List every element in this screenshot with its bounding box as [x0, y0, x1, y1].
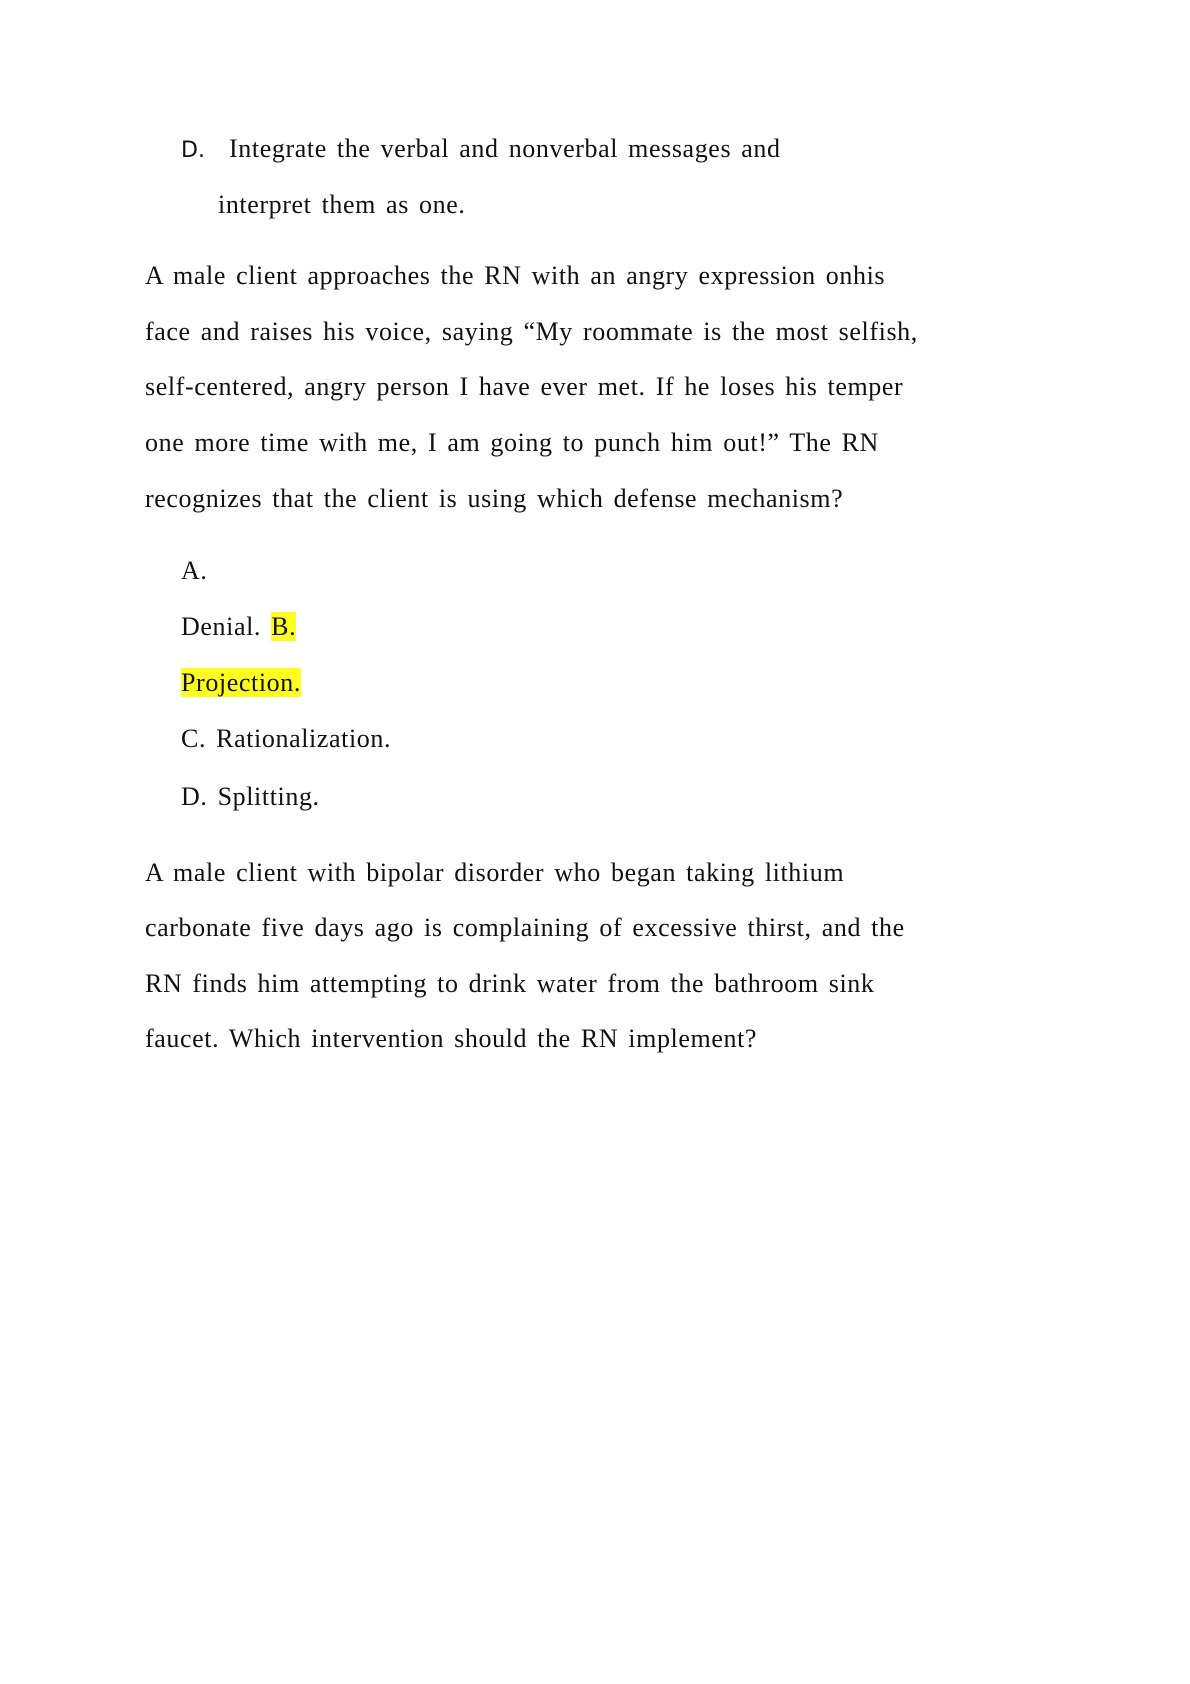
option-c: C. Rationalization.: [181, 724, 392, 753]
question-1-stem-line-2: face and raises his voice, saying “My roommate is the most selfish,: [145, 317, 918, 346]
option-a-letter: A.: [181, 556, 208, 585]
option-a-line: [181, 611, 296, 643]
question-1-stem-line-1: A male client approaches the RN with an angry expression onhis: [145, 261, 886, 290]
question-1-stem-line-4: one more time with me, I am going to punch him out!” The RN: [145, 428, 879, 457]
option-b-line: [181, 667, 301, 699]
option-b-text-highlighted: Projection.: [181, 668, 301, 697]
question-2-stem-line-3: RN finds him attempting to drink water from the bathroom sink: [145, 969, 875, 998]
option-d: D. Splitting.: [181, 782, 320, 811]
prev-option-d-text: Integrate the verbal and nonverbal messages and: [229, 134, 781, 163]
question-1-stem-line-3: self-centered, angry person I have ever met. If he loses his temper: [145, 372, 904, 401]
question-1-stem-line-5: recognizes that the client is using which defense mechanism?: [145, 484, 844, 513]
prev-option-d: [181, 133, 781, 167]
question-2-stem-line-4: faucet. Which intervention should the RN implement?: [145, 1024, 758, 1053]
question-2-stem-line-2: carbonate five days ago is complaining of excessive thirst, and the: [145, 913, 905, 942]
prev-option-d-letter: D.: [181, 138, 205, 163]
prev-option-d-continuation: interpret them as one.: [218, 190, 466, 219]
option-b-letter-highlighted: B.: [271, 612, 297, 641]
question-2-stem-line-1: A male client with bipolar disorder who began taking lithium: [145, 858, 845, 887]
option-a-text: Denial.: [181, 612, 262, 641]
